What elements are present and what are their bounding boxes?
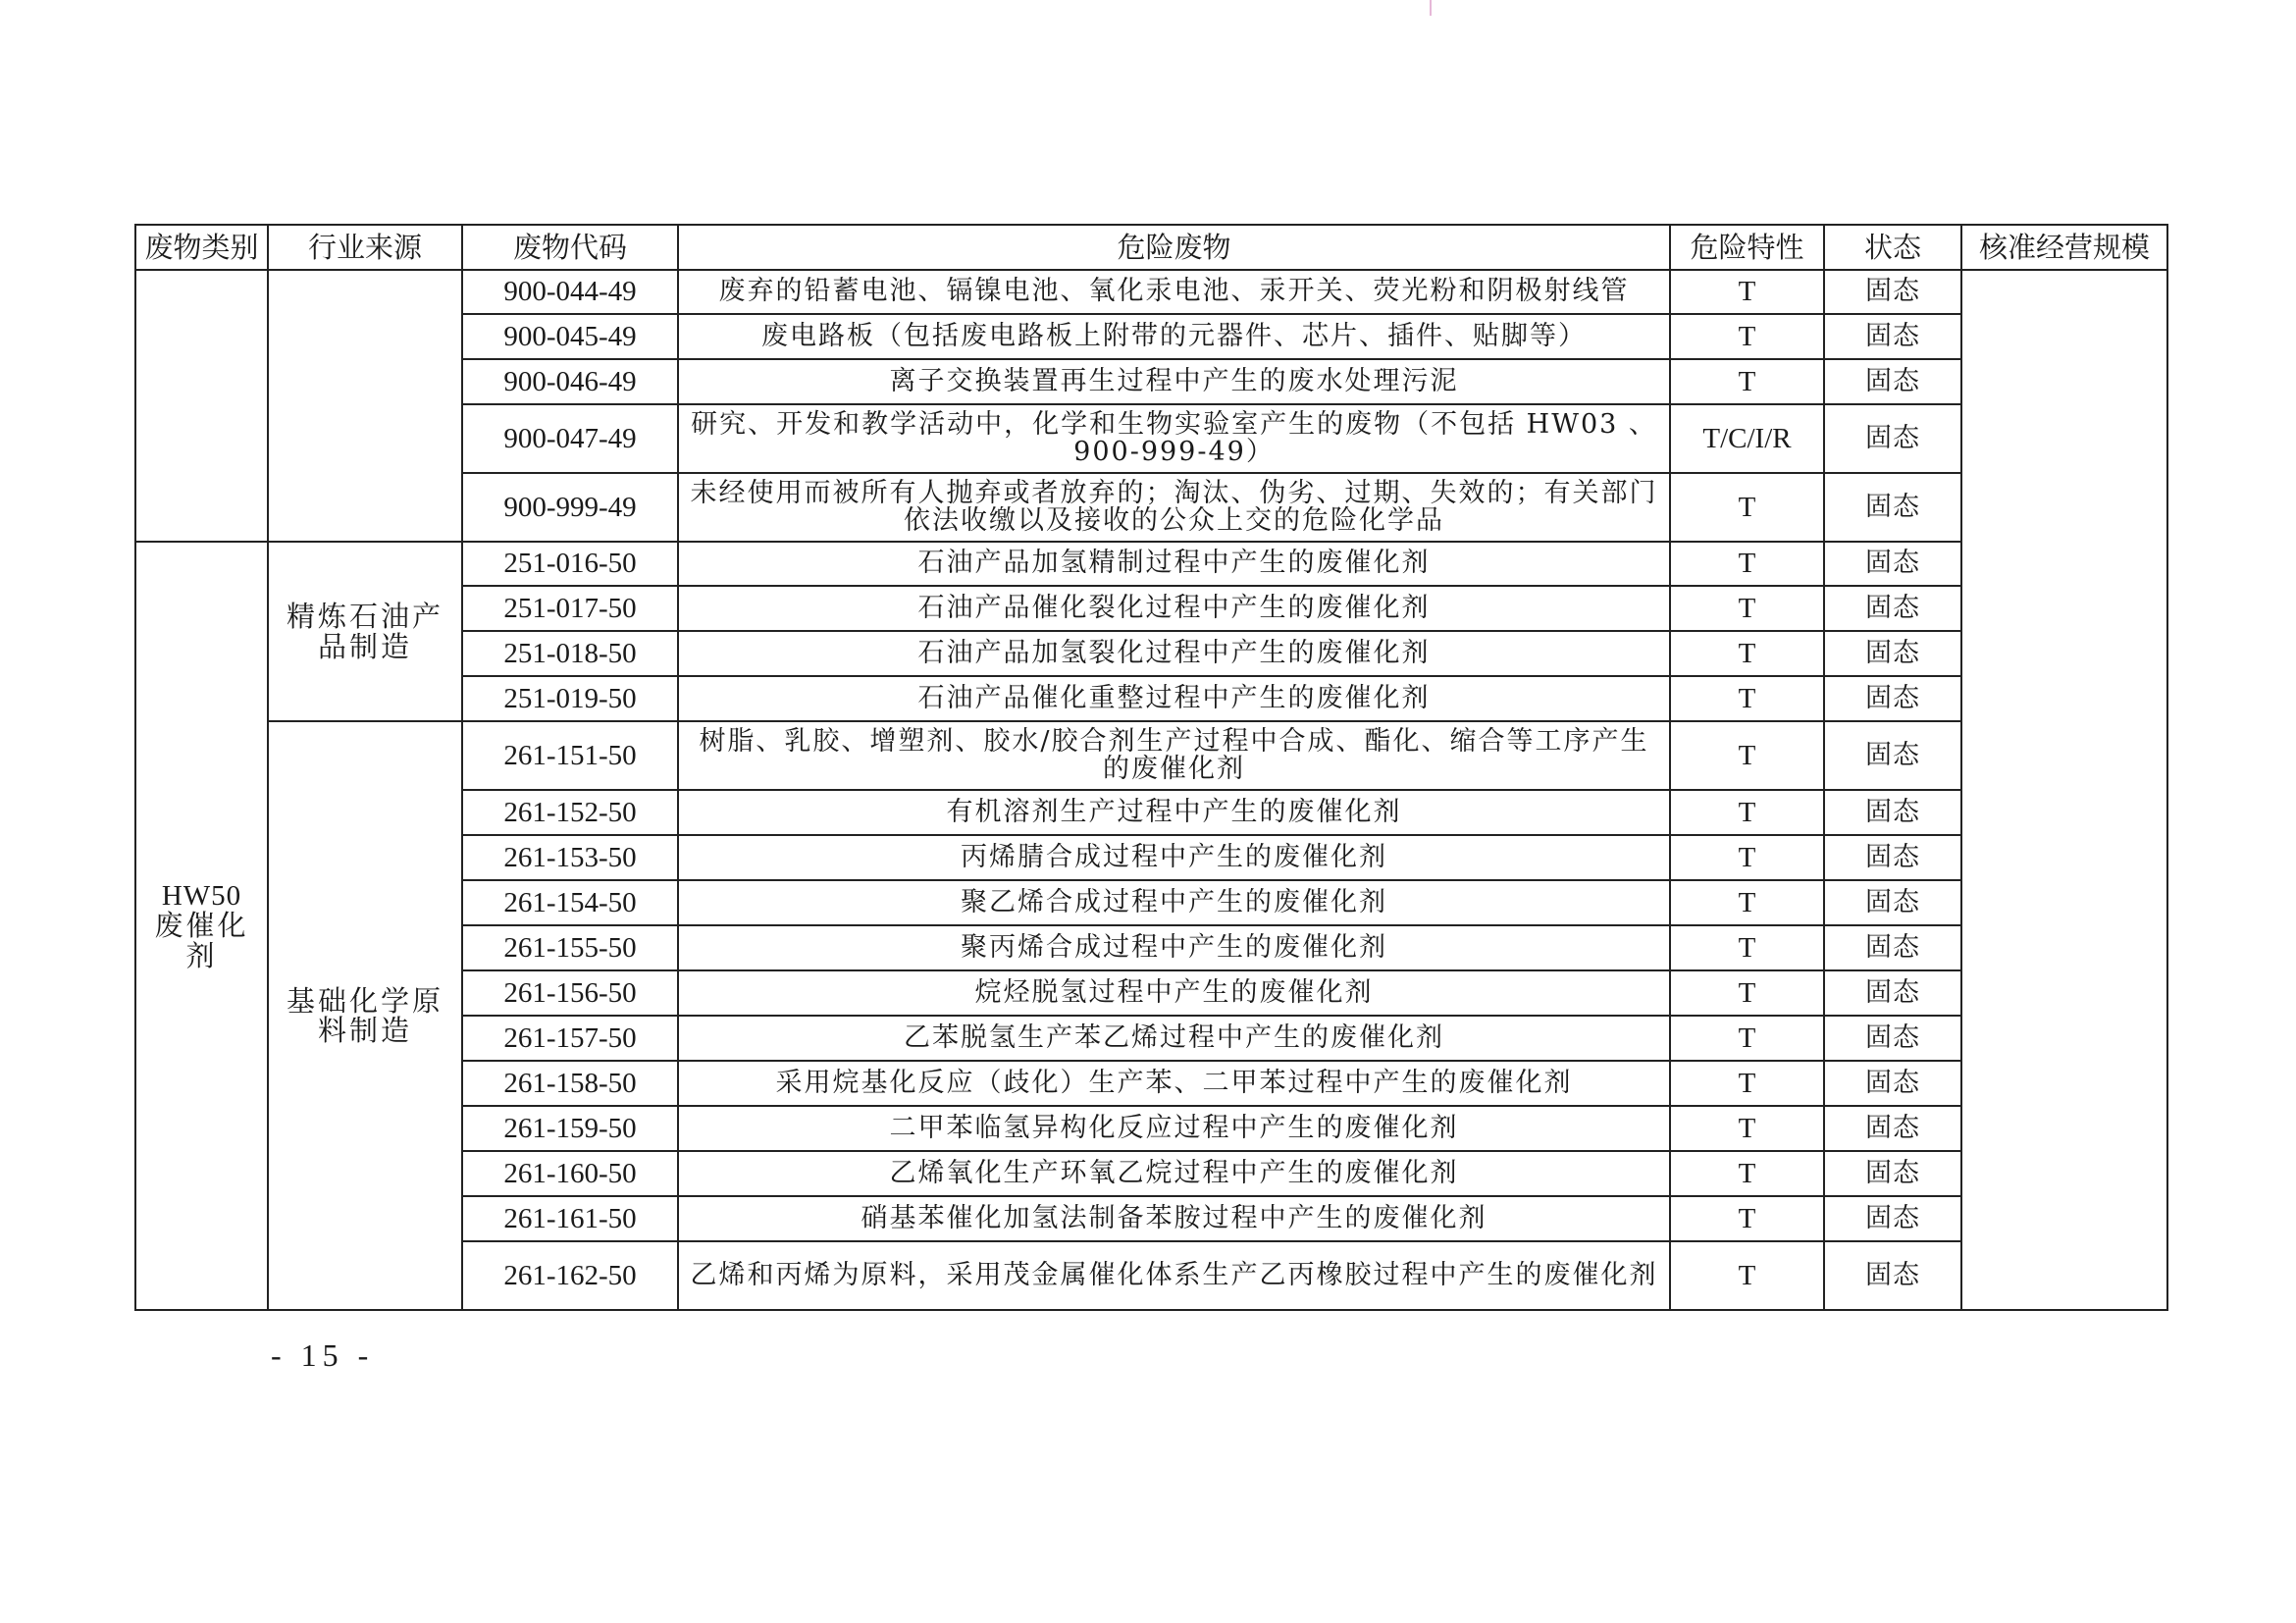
hazard-characteristic: T bbox=[1670, 790, 1824, 835]
source-cell-refining: 精炼石油产品制造 bbox=[268, 542, 462, 721]
waste-code: 900-046-49 bbox=[462, 359, 678, 404]
table-row bbox=[135, 542, 2167, 586]
hazard-characteristic: T bbox=[1670, 359, 1824, 404]
waste-state: 固态 bbox=[1824, 1106, 1961, 1151]
waste-code: 900-044-49 bbox=[462, 270, 678, 314]
header-category: 废物类别 bbox=[135, 225, 268, 270]
hazard-characteristic: T bbox=[1670, 586, 1824, 631]
header-industry-source: 行业来源 bbox=[268, 225, 462, 270]
waste-state: 固态 bbox=[1824, 835, 1961, 880]
waste-description: 未经使用而被所有人抛弃或者放弃的；淘汰、伪劣、过期、失效的；有关部门依法收缴以及接收的公众上交的危险化学品 bbox=[678, 473, 1670, 542]
waste-description: 石油产品加氢精制过程中产生的废催化剂 bbox=[678, 542, 1670, 586]
hazard-characteristic: T bbox=[1670, 970, 1824, 1016]
waste-code: 900-045-49 bbox=[462, 314, 678, 359]
waste-description: 采用烷基化反应（歧化）生产苯、二甲苯过程中产生的废催化剂 bbox=[678, 1061, 1670, 1106]
waste-description: 石油产品加氢裂化过程中产生的废催化剂 bbox=[678, 631, 1670, 676]
waste-description: 乙苯脱氢生产苯乙烯过程中产生的废催化剂 bbox=[678, 1016, 1670, 1061]
waste-description: 有机溶剂生产过程中产生的废催化剂 bbox=[678, 790, 1670, 835]
source-cell-chemical: 基础化学原料制造 bbox=[268, 721, 462, 1310]
hazard-characteristic: T bbox=[1670, 1106, 1824, 1151]
source-cell-hw49-continued bbox=[268, 270, 462, 542]
waste-description: 离子交换装置再生过程中产生的废水处理污泥 bbox=[678, 359, 1670, 404]
waste-state: 固态 bbox=[1824, 542, 1961, 586]
header-state: 状态 bbox=[1824, 225, 1961, 270]
hazard-characteristic: T bbox=[1670, 835, 1824, 880]
waste-description: 烷烃脱氢过程中产生的废催化剂 bbox=[678, 970, 1670, 1016]
waste-state: 固态 bbox=[1824, 1016, 1961, 1061]
waste-code: 261-158-50 bbox=[462, 1061, 678, 1106]
hazard-characteristic: T bbox=[1670, 676, 1824, 721]
waste-state: 固态 bbox=[1824, 586, 1961, 631]
waste-description: 乙烯氧化生产环氧乙烷过程中产生的废催化剂 bbox=[678, 1151, 1670, 1196]
waste-description: 丙烯腈合成过程中产生的废催化剂 bbox=[678, 835, 1670, 880]
waste-state: 固态 bbox=[1824, 404, 1961, 473]
header-waste-code: 废物代码 bbox=[462, 225, 678, 270]
table-row bbox=[135, 270, 2167, 314]
waste-state: 固态 bbox=[1824, 925, 1961, 970]
waste-state: 固态 bbox=[1824, 721, 1961, 790]
hazard-characteristic: T bbox=[1670, 1016, 1824, 1061]
waste-code: 261-157-50 bbox=[462, 1016, 678, 1061]
waste-code: 261-153-50 bbox=[462, 835, 678, 880]
waste-code: 261-162-50 bbox=[462, 1241, 678, 1310]
category-cell-hw50 bbox=[135, 542, 268, 1310]
waste-code: 261-160-50 bbox=[462, 1151, 678, 1196]
waste-description: 石油产品催化裂化过程中产生的废催化剂 bbox=[678, 586, 1670, 631]
waste-description: 树脂、乳胶、增塑剂、胶水/胶合剂生产过程中合成、酯化、缩合等工序产生的废催化剂 bbox=[678, 721, 1670, 790]
hazard-characteristic: T bbox=[1670, 1196, 1824, 1241]
waste-code: 261-151-50 bbox=[462, 721, 678, 790]
category-cell-hw49-continued bbox=[135, 270, 268, 542]
waste-code: 261-159-50 bbox=[462, 1106, 678, 1151]
hazard-characteristic: T bbox=[1670, 1241, 1824, 1310]
waste-state: 固态 bbox=[1824, 1151, 1961, 1196]
header-hazardous-waste: 危险废物 bbox=[678, 225, 1670, 270]
waste-code: 261-156-50 bbox=[462, 970, 678, 1016]
waste-code: 261-154-50 bbox=[462, 880, 678, 925]
waste-state: 固态 bbox=[1824, 1061, 1961, 1106]
waste-code: 261-152-50 bbox=[462, 790, 678, 835]
waste-code: 900-999-49 bbox=[462, 473, 678, 542]
waste-state: 固态 bbox=[1824, 970, 1961, 1016]
waste-state: 固态 bbox=[1824, 790, 1961, 835]
waste-code: 251-017-50 bbox=[462, 586, 678, 631]
hazard-characteristic: T bbox=[1670, 1061, 1824, 1106]
waste-description: 废电路板（包括废电路板上附带的元器件、芯片、插件、贴脚等） bbox=[678, 314, 1670, 359]
category-code: HW50 bbox=[161, 879, 242, 912]
hazard-characteristic: T bbox=[1670, 721, 1824, 790]
approved-scale-cell bbox=[1961, 270, 2167, 1310]
table-header-row bbox=[135, 225, 2167, 270]
hazard-characteristic: T bbox=[1670, 880, 1824, 925]
header-approved-scale: 核准经营规模 bbox=[1961, 225, 2167, 270]
waste-description: 聚丙烯合成过程中产生的废催化剂 bbox=[678, 925, 1670, 970]
waste-state: 固态 bbox=[1824, 676, 1961, 721]
waste-description: 乙烯和丙烯为原料，采用茂金属催化体系生产乙丙橡胶过程中产生的废催化剂 bbox=[678, 1241, 1670, 1310]
table-row bbox=[135, 721, 2167, 790]
hazard-characteristic: T bbox=[1670, 270, 1824, 314]
waste-state: 固态 bbox=[1824, 359, 1961, 404]
waste-description: 二甲苯临氢异构化反应过程中产生的废催化剂 bbox=[678, 1106, 1670, 1151]
waste-state: 固态 bbox=[1824, 270, 1961, 314]
hazard-characteristic: T bbox=[1670, 473, 1824, 542]
waste-state: 固态 bbox=[1824, 1241, 1961, 1310]
category-name: 废催化剂 bbox=[154, 909, 249, 972]
waste-state: 固态 bbox=[1824, 473, 1961, 542]
header-hazard-characteristic: 危险特性 bbox=[1670, 225, 1824, 270]
waste-description: 废弃的铅蓄电池、镉镍电池、氧化汞电池、汞开关、荧光粉和阴极射线管 bbox=[678, 270, 1670, 314]
waste-description: 硝基苯催化加氢法制备苯胺过程中产生的废催化剂 bbox=[678, 1196, 1670, 1241]
hazard-characteristic: T bbox=[1670, 314, 1824, 359]
waste-description: 石油产品催化重整过程中产生的废催化剂 bbox=[678, 676, 1670, 721]
waste-code: 261-161-50 bbox=[462, 1196, 678, 1241]
hazardous-waste-table bbox=[134, 224, 2168, 1311]
waste-description: 研究、开发和教学活动中，化学和生物实验室产生的废物（不包括 HW03 、900-999-49） bbox=[678, 404, 1670, 473]
waste-state: 固态 bbox=[1824, 314, 1961, 359]
waste-state: 固态 bbox=[1824, 631, 1961, 676]
waste-code: 900-047-49 bbox=[462, 404, 678, 473]
waste-code: 251-016-50 bbox=[462, 542, 678, 586]
waste-description: 聚乙烯合成过程中产生的废催化剂 bbox=[678, 880, 1670, 925]
hazard-characteristic: T bbox=[1670, 1151, 1824, 1196]
waste-code: 261-155-50 bbox=[462, 925, 678, 970]
hazard-characteristic: T bbox=[1670, 925, 1824, 970]
waste-code: 251-018-50 bbox=[462, 631, 678, 676]
waste-state: 固态 bbox=[1824, 1196, 1961, 1241]
waste-state: 固态 bbox=[1824, 880, 1961, 925]
hazard-characteristic: T/C/I/R bbox=[1670, 404, 1824, 473]
scan-mark bbox=[1430, 0, 1432, 16]
hazard-characteristic: T bbox=[1670, 631, 1824, 676]
waste-code: 251-019-50 bbox=[462, 676, 678, 721]
page-number: - 15 - bbox=[271, 1337, 375, 1373]
hazard-characteristic: T bbox=[1670, 542, 1824, 586]
